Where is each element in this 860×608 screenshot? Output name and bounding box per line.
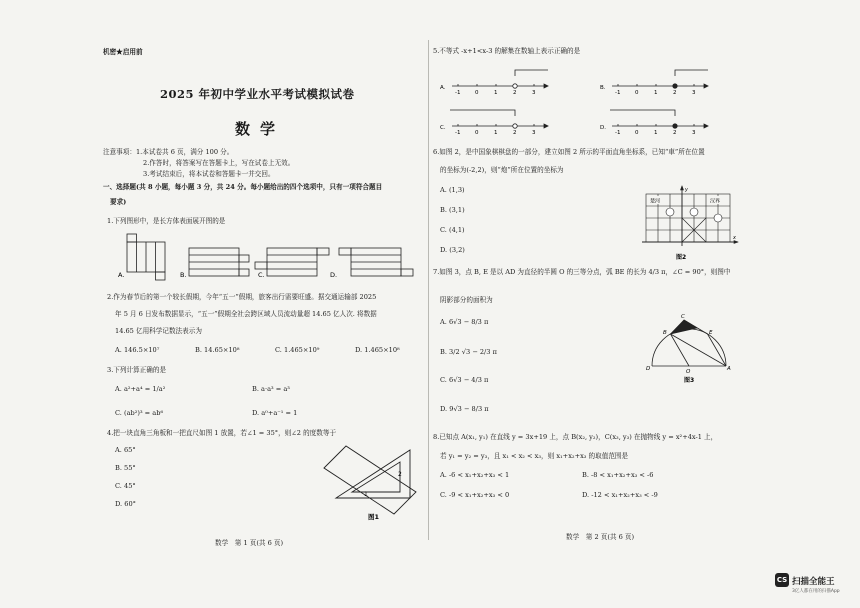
q7-option-c: C. 6√3 − 4/3 π xyxy=(440,376,489,384)
section-heading-cont: 要求) xyxy=(110,198,127,206)
q2-line1: 2.作为春节后的第一个较长假期，今年“五一”假期，旅客出行需要旺盛。据交通运输部 2025 xyxy=(107,293,377,301)
tick-label: 0 xyxy=(475,90,479,96)
point-o-label: O xyxy=(686,369,691,375)
note-2: 2.作答时，将答案写在答题卡上，写在试卷上无效。 xyxy=(143,159,295,167)
q8-option-a: A. -6 < x₁+x₂+x₃ < 1 xyxy=(440,471,510,479)
q2-option-c: C. 1.465×10⁹ xyxy=(275,346,320,354)
q1-nets-figure xyxy=(115,230,425,286)
tick-label: 1 xyxy=(654,90,658,96)
q4-option-d: D. 60° xyxy=(115,500,136,508)
net-d-flap xyxy=(401,269,413,276)
q5-label-c: C. xyxy=(440,125,446,131)
q6-line1: 6.如图 2，是中国象棋棋盘的一部分，建立如图 2 所示的平面直角坐标系，已知“車”所在位置 xyxy=(433,148,705,156)
q8-option-b: B. -8 < x₁+x₂+x₃ < -6 xyxy=(582,471,654,479)
q6-option-d: D. (3,2) xyxy=(440,246,465,254)
q6-option-a: A. (1,3) xyxy=(440,186,465,194)
q8-option-d: D. -12 < x₁+x₂+x₃ < -9 xyxy=(582,491,658,499)
tick-label: 3 xyxy=(692,90,696,96)
angle-2-label: 2 xyxy=(398,471,402,478)
net-c-flap xyxy=(255,262,267,269)
q4-stem: 4.把一块直角三角板和一把直尺如图 1 放置，若∠1 = 35°，则∠2 的度数等于 xyxy=(107,429,337,437)
note-3: 3.考试结束后，将本试卷和答题卡一并交回。 xyxy=(143,170,275,178)
point-d-label: D xyxy=(646,366,651,372)
left-page-footer: 数学 第 1 页(共 6 页) xyxy=(215,539,284,547)
point-e-label: E xyxy=(709,330,713,336)
tick-label: 2 xyxy=(673,130,677,136)
q8-option-c: C. -9 < x₁+x₂+x₃ < 0 xyxy=(440,491,510,499)
q7-semicircle-figure xyxy=(646,306,736,386)
q5-label-a: A. xyxy=(440,85,446,91)
tick-label: 1 xyxy=(494,90,498,96)
net-d-flap xyxy=(339,248,351,255)
q2-option-a: A. 146.5×10⁷ xyxy=(115,346,160,354)
tick-label: 3 xyxy=(532,130,536,136)
q6-option-c: C. (4,1) xyxy=(440,226,465,234)
net-a-flap xyxy=(156,272,166,280)
exam-title: 2025 年初中学业水平考试模拟试卷 xyxy=(160,87,355,101)
tick-label: 2 xyxy=(513,130,517,136)
q3-stem: 3.下列计算正确的是 xyxy=(107,366,167,374)
q6-option-b: B. (3,1) xyxy=(440,206,465,214)
tick-label: -1 xyxy=(615,90,621,96)
shaded-region xyxy=(671,320,698,334)
page-divider xyxy=(428,40,429,540)
net-b-flap xyxy=(239,269,249,276)
q3-option-d: D. a⁰+a⁻¹ = 1 xyxy=(252,409,298,417)
q5-label-d: D. xyxy=(600,125,606,131)
q7-line1: 7.如图 3，点 B, E 是以 AD 为直径的半圆 O 的三等分点，弧 BE 的长为 4/3 π，∠C = 90°，则图中 xyxy=(433,268,731,276)
q2-option-d: D. 1.465×10⁸ xyxy=(355,346,400,354)
q6-line2: 的坐标为(-2,2)，则“炮”所在位置的坐标为 xyxy=(440,166,564,174)
tick-label: 3 xyxy=(692,130,696,136)
ruler-shape xyxy=(324,446,416,514)
net-a-flap xyxy=(127,234,137,242)
q5-number-lines xyxy=(440,62,790,140)
q2-line3: 14.65 亿用科学记数法表示为 xyxy=(115,327,202,335)
fig1-caption: 图1 xyxy=(368,513,380,521)
fig2-caption: 图2 xyxy=(676,254,687,261)
tick-label: -1 xyxy=(455,130,461,136)
tick-label: -1 xyxy=(615,130,621,136)
q1-label-b: B. xyxy=(180,271,187,279)
q7-option-b: B. 3/2 √3 − 2/3 π xyxy=(440,348,497,356)
fig3-caption: 图3 xyxy=(684,377,695,384)
tick-label: -1 xyxy=(455,90,461,96)
tick-label: 2 xyxy=(513,90,517,96)
q7-line2: 阴影部分的面积为 xyxy=(440,296,493,304)
tick-label: 0 xyxy=(475,130,479,136)
q4-option-b: B. 55° xyxy=(115,464,136,472)
q7-option-d: D. 9√3 − 8/3 π xyxy=(440,405,489,413)
q3-option-c: C. (ab²)³ = ab⁶ xyxy=(115,409,164,417)
angle-1-label: 1 xyxy=(364,491,368,498)
q1-stem: 1.下列图形中，是长方体表面展开图的是 xyxy=(107,217,226,225)
chess-piece-pao xyxy=(690,208,698,216)
q2-line2: 年 5 月 6 日发布数据显示，“五一”假期全社会跨区域人员流动量超 14.65 亿人次. 将数据 xyxy=(115,310,377,318)
q5-stem: 5.不等式 -x+1<x-3 的解集在数轴上表示正确的是 xyxy=(433,47,581,55)
q8-line2: 若 y₁ = y₂ = y₃，且 x₁ < x₂ < x₃，则 x₁+x₂+x₃ 的取值范围是 xyxy=(440,452,629,460)
point-c-label: C xyxy=(681,314,685,320)
q3-option-a: A. a²+a⁴ = 1/a² xyxy=(115,385,166,393)
q1-label-d: D. xyxy=(330,271,338,279)
point-b-label: B xyxy=(663,330,667,336)
q8-line1: 8.已知点 A(x₁, y₁) 在直线 y = 3x+19 上，点 B(x₂, y₂)，C(x₃, y₃) 在抛物线 y = x²+4x-1 上， xyxy=(433,433,718,441)
q3-option-b: B. a·a³ = a³ xyxy=(252,385,290,393)
q4-option-c: C. 45° xyxy=(115,482,136,490)
board-label-left: 楚河 xyxy=(650,198,661,205)
camscanner-logo-icon: CS xyxy=(775,573,789,587)
subject-title: 数学 xyxy=(235,120,286,138)
q4-figure xyxy=(320,440,420,522)
q2-option-b: B. 14.65×10⁸ xyxy=(195,346,240,354)
point-a-label: A xyxy=(727,366,731,372)
q6-chessboard-figure xyxy=(640,184,740,268)
q1-label-c: C. xyxy=(258,271,265,279)
tick-label: 0 xyxy=(635,90,639,96)
q1-label-a: A. xyxy=(118,271,125,279)
q5-label-b: B. xyxy=(600,85,606,91)
chess-piece-ju xyxy=(666,208,674,216)
tick-label: 3 xyxy=(532,90,536,96)
tick-label: 1 xyxy=(654,130,658,136)
q7-option-a: A. 6√3 − 8/3 π xyxy=(440,318,489,326)
tick-label: 1 xyxy=(494,130,498,136)
camscanner-name: 扫描全能王 xyxy=(792,577,835,587)
camscanner-tagline: 3亿人都在用的扫描App xyxy=(792,589,840,594)
net-b-flap xyxy=(239,255,249,262)
axis-x-label: x xyxy=(733,235,736,241)
chess-piece-bing xyxy=(714,214,722,222)
axis-y-label: y xyxy=(685,187,688,193)
section-heading: 一、选择题(共 8 小题，每小题 3 分，共 24 分。每小题给出的四个选项中，只有一项符合题目 xyxy=(103,183,383,191)
tick-label: 2 xyxy=(673,90,677,96)
q4-option-a: A. 65° xyxy=(115,446,136,454)
right-page-footer: 数学 第 2 页(共 6 页) xyxy=(566,533,635,541)
net-c-flap xyxy=(317,248,329,255)
board-label-right: 汉界 xyxy=(710,198,721,205)
tick-label: 0 xyxy=(635,130,639,136)
secret-label: 机密★启用前 xyxy=(103,48,143,56)
note-1: 注意事项：1.本试卷共 6 页，满分 100 分。 xyxy=(103,148,234,156)
